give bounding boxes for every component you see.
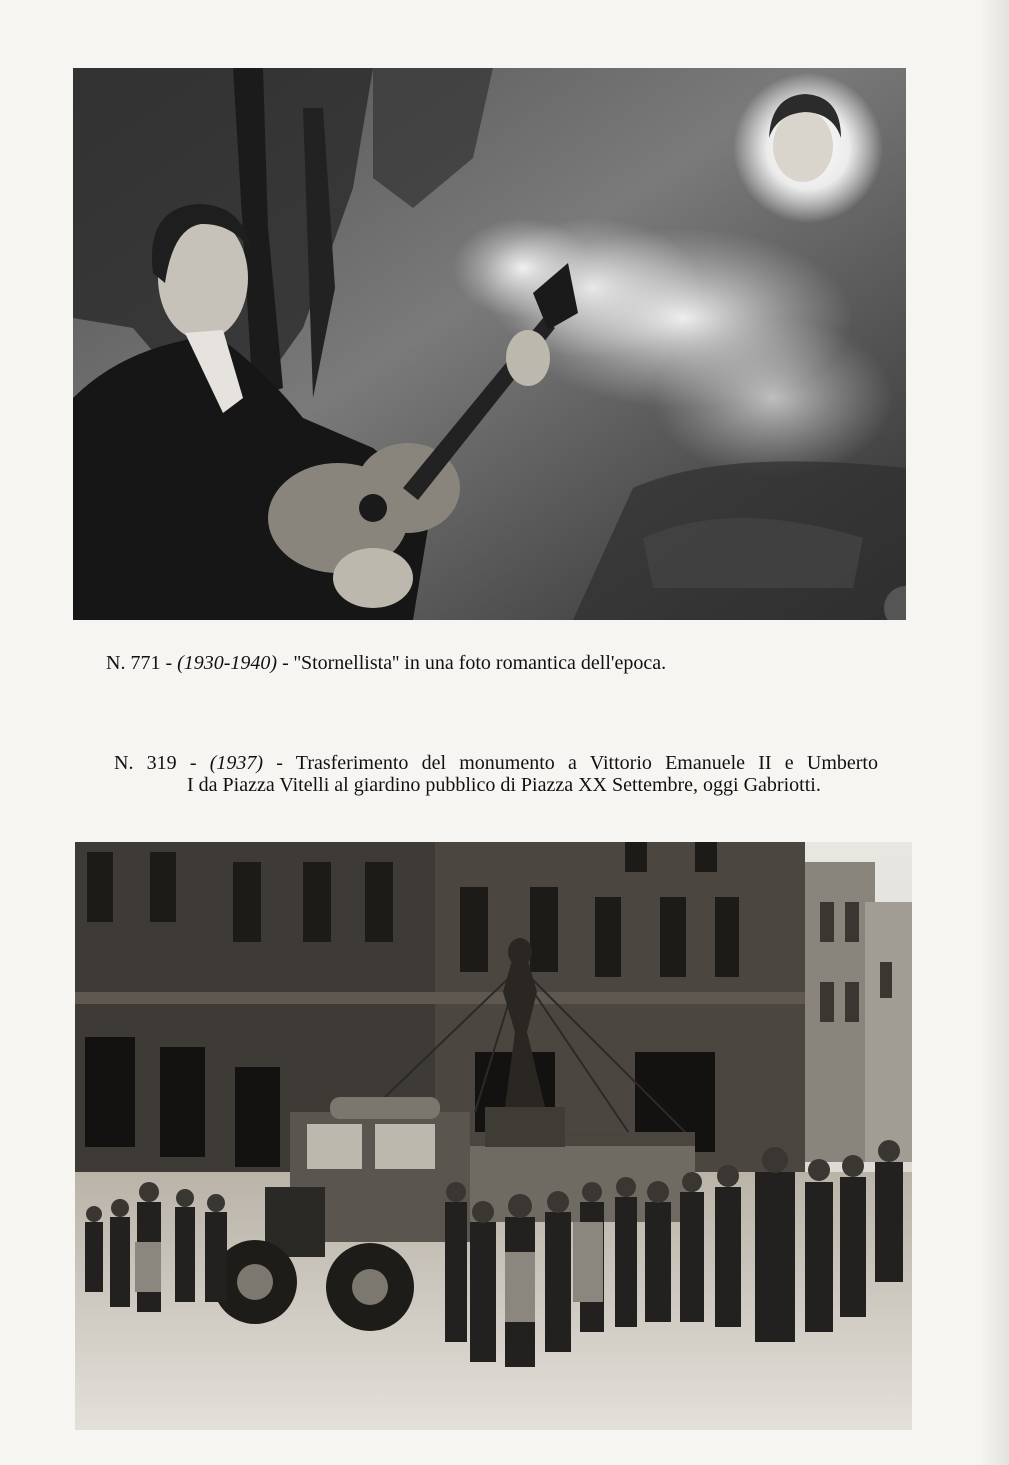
photo-monument-transfer — [75, 842, 912, 1430]
caption-stornellista-dates: (1930-1940) — [177, 652, 278, 674]
caption-monument-transfer-dates: (1937) — [209, 752, 264, 774]
caption-stornellista — [106, 652, 886, 674]
photo-stornellista-drawing — [73, 68, 906, 620]
caption-monument-transfer-text: - Trasferimento del monumento a Vittorio Emanuele II e Umberto — [263, 752, 878, 774]
caption-monument-transfer-rest: I da Piazza Vitelli al giardino pubblico di Piazza XX Settembre, oggi Gabriotti. — [187, 774, 821, 796]
caption-monument-transfer-line1 — [114, 752, 878, 774]
caption-stornellista-text: - ''Stornellista'' in una foto romantica dell'epoca. — [277, 652, 667, 674]
caption-stornellista-number: N. 771 - — [106, 652, 178, 674]
page-edge-shadow — [979, 0, 1009, 1465]
caption-monument-transfer-number: N. 319 - — [114, 752, 210, 774]
caption-monument-transfer — [114, 752, 878, 796]
photo-monument-transfer-drawing — [75, 842, 912, 1430]
photo-stornellista — [73, 68, 906, 620]
